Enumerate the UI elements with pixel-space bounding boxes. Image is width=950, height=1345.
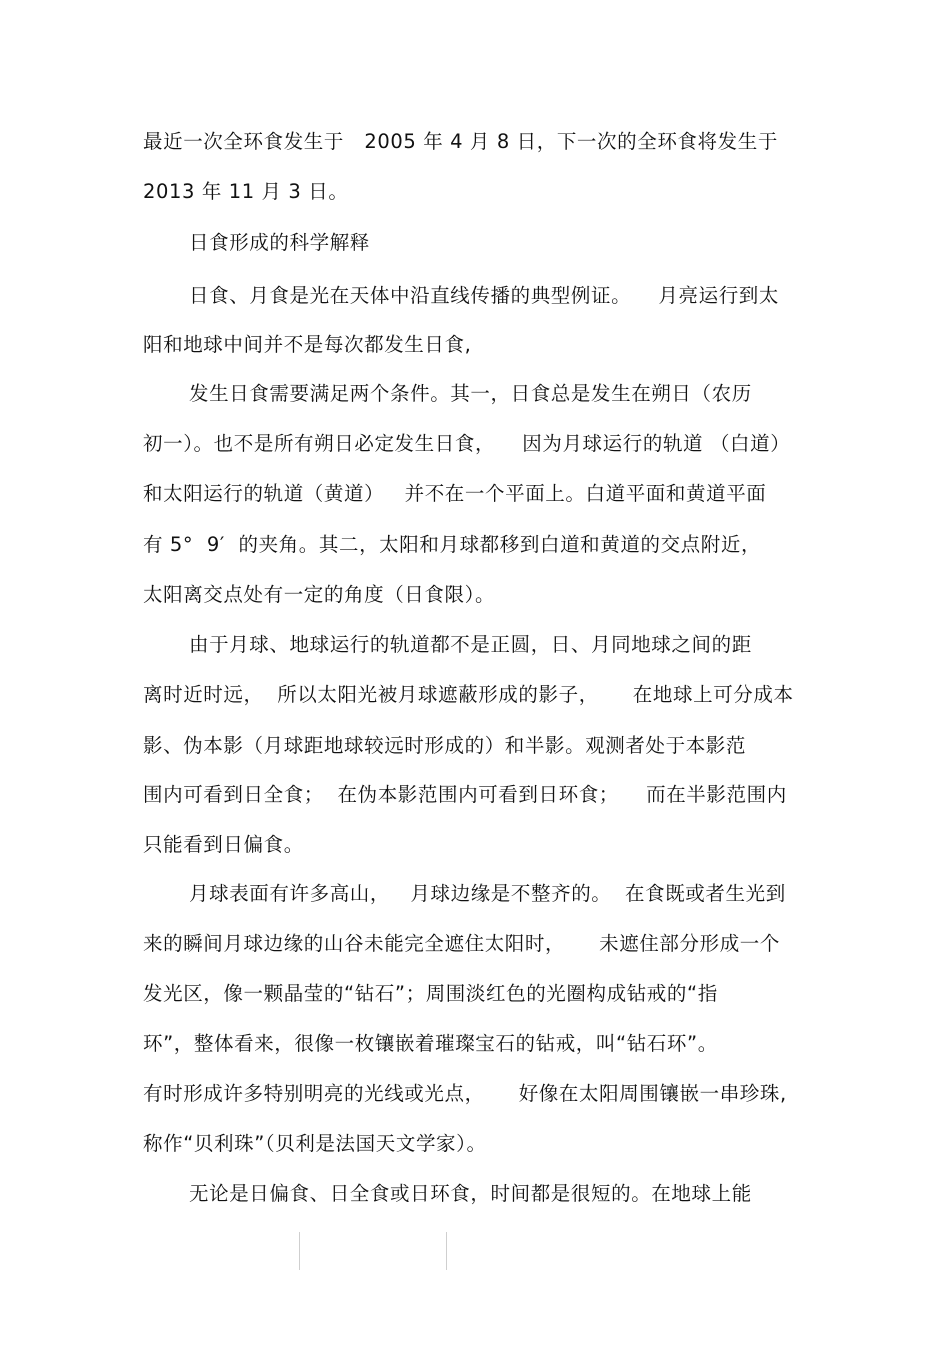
footer-divider-left bbox=[299, 1232, 300, 1270]
text-line: 影、伪本影（月球距地球较远时形成的）和半影。观测者处于本影范 bbox=[143, 734, 747, 757]
text-line: 围内可看到日全食； 在伪本影范围内可看到日环食； 而在半影范围内 bbox=[143, 783, 787, 806]
text-line: 和太阳运行的轨道（黄道） 并不在一个平面上。白道平面和黄道平面 bbox=[143, 482, 767, 505]
text-line: 阳和地球中间并不是每次都发生日食, bbox=[143, 333, 472, 356]
section-heading: 日食形成的科学解释 bbox=[189, 231, 370, 254]
text-line: 只能看到日偏食。 bbox=[143, 833, 304, 856]
text-line: 环”，整体看来，很像一枚镶嵌着璀璨宝石的钻戒，叫“钻石环”。 bbox=[143, 1032, 718, 1055]
text-line: 日食、月食是光在天体中沿直线传播的典型例证。 月亮运行到太 bbox=[189, 284, 779, 307]
text-line: 有时形成许多特别明亮的光线或光点， 好像在太阳周围镶嵌一串珍珠, bbox=[143, 1082, 787, 1105]
text-line: 有 5° 9′ 的夹角。其二，太阳和月球都移到白道和黄道的交点附近， bbox=[143, 533, 762, 556]
text-line: 发生日食需要满足两个条件。其一，日食总是发生在朔日（农历 bbox=[189, 382, 752, 405]
text-line: 来的瞬间月球边缘的山谷未能完全遮住太阳时， 未遮住部分形成一个 bbox=[143, 932, 780, 955]
text-line: 称作“贝利珠”（贝利是法国天文学家）。 bbox=[143, 1132, 487, 1155]
text-line: 最近一次全环食发生于 2005 年 4 月 8 日，下一次的全环食将发生于 bbox=[143, 130, 778, 153]
footer-divider-right bbox=[446, 1232, 447, 1270]
text-line: 月球表面有许多高山， 月球边缘是不整齐的。 在食既或者生光到 bbox=[189, 882, 786, 905]
text-line: 初一）。也不是所有朔日必定发生日食， 因为月球运行的轨道 （白道） bbox=[143, 432, 791, 455]
text-line: 2013 年 11 月 3 日。 bbox=[143, 180, 349, 203]
text-line: 离时近时远， 所以太阳光被月球遮蔽形成的影子， 在地球上可分成本 bbox=[143, 683, 794, 706]
text-line: 由于月球、地球运行的轨道都不是正圆，日、月同地球之间的距 bbox=[189, 633, 752, 656]
text-line: 太阳离交点处有一定的角度（日食限）。 bbox=[143, 583, 496, 606]
text-line: 发光区，像一颗晶莹的“钻石”；周围淡红色的光圈构成钻戒的“指 bbox=[143, 982, 718, 1005]
text-line: 无论是日偏食、日全食或日环食，时间都是很短的。在地球上能 bbox=[189, 1182, 752, 1205]
